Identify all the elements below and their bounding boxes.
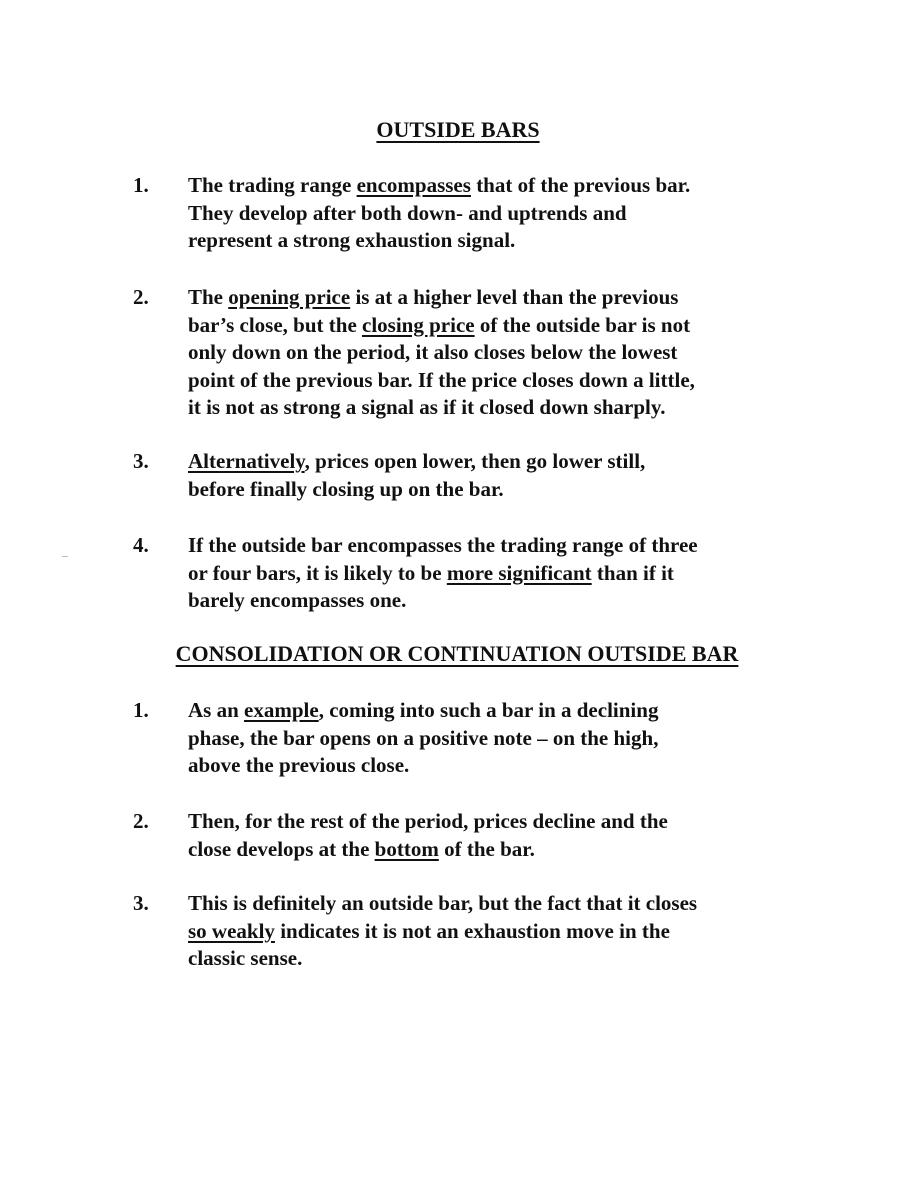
underlined-phrase: closing price <box>362 312 475 337</box>
text-run: is at a higher level than the previous bar’s close, but the <box>188 285 679 337</box>
text-run: that of the previous bar. They develop after both down- and uptrends and represent a strong exhaustion signal. <box>188 173 691 252</box>
text-run: Then, for the rest of the period, prices decline and the close develops at the <box>188 809 668 861</box>
item-text <box>188 284 798 422</box>
underlined-phrase: more significant <box>446 560 592 585</box>
item-text <box>188 697 798 780</box>
scan-mark <box>62 556 68 557</box>
item-number: 2. <box>133 809 149 833</box>
text-run: If the outside bar encompasses the trading range of three or four bars, it is likely to be <box>188 533 698 585</box>
text-run: of the bar. <box>438 836 535 861</box>
item-text <box>188 890 798 973</box>
text-run: , prices open lower, then go lower still, before finally closing up on the bar. <box>188 449 646 501</box>
text-run: than if it barely encompasses one. <box>188 560 674 612</box>
text-run: of the outside bar is not only down on the period, it also closes below the lowest point of the previous bar. If the price closes down a little, it is not as strong a signal as if it closed down sharply. <box>188 312 695 419</box>
item-number: 4. <box>133 533 149 557</box>
section-heading-consolidation: CONSOLIDATION OR CONTINUATION OUTSIDE BAR <box>175 641 739 666</box>
underlined-phrase: opening price <box>228 285 351 309</box>
item-number: 3. <box>133 891 149 915</box>
text-run: The <box>188 285 229 309</box>
underlined-phrase: bottom <box>374 836 439 861</box>
text-run: The trading range <box>188 173 357 197</box>
item-text <box>188 448 798 503</box>
section-heading-outside-bars: OUTSIDE BARS <box>376 117 540 142</box>
text-run: indicates it is not an exhaustion move in the classic sense. <box>188 918 670 970</box>
text-run: As an <box>188 698 245 722</box>
item-text <box>188 532 798 615</box>
underlined-phrase: encompasses <box>356 173 471 197</box>
item-text <box>188 808 798 863</box>
item-number: 3. <box>133 449 149 473</box>
underlined-phrase: Alternatively <box>188 449 305 473</box>
item-number: 2. <box>133 285 149 309</box>
item-number: 1. <box>133 173 149 197</box>
text-run: This is definitely an outside bar, but the fact that it closes <box>188 891 698 915</box>
item-text <box>188 172 798 255</box>
text-run: , coming into such a bar in a declining phase, the bar opens on a positive note – on the high, above the previous close. <box>188 698 659 777</box>
item-number: 1. <box>133 698 149 722</box>
underlined-phrase: so weakly <box>188 918 275 943</box>
underlined-phrase: example <box>244 698 319 722</box>
